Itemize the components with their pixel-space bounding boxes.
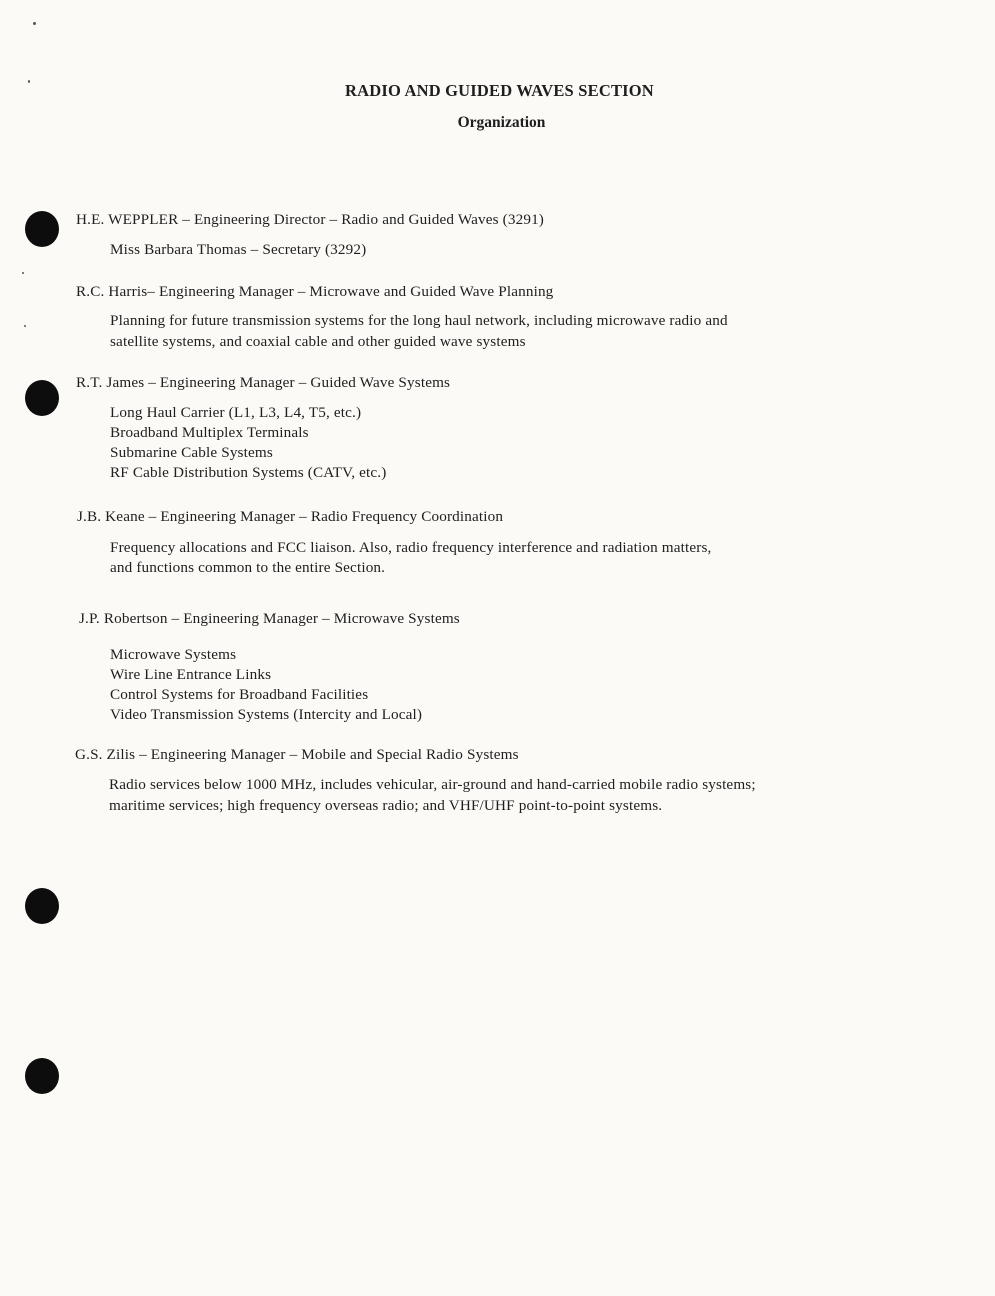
- binder-hole: [25, 211, 59, 247]
- paper-speck: [22, 272, 24, 274]
- paper-speck: [33, 22, 36, 25]
- list-item: Submarine Cable Systems: [110, 444, 273, 461]
- description-line: satellite systems, and coaxial cable and other guided wave systems: [110, 333, 526, 350]
- manager-heading: R.C. Harris– Engineering Manager – Microwave and Guided Wave Planning: [76, 283, 554, 300]
- binder-hole: [25, 1058, 59, 1094]
- manager-heading: G.S. Zilis – Engineering Manager – Mobile and Special Radio Systems: [75, 746, 519, 763]
- manager-heading: J.B. Keane – Engineering Manager – Radio Frequency Coordination: [77, 508, 504, 525]
- secretary-line: Miss Barbara Thomas – Secretary (3292): [110, 241, 367, 258]
- list-item: Wire Line Entrance Links: [110, 666, 272, 683]
- manager-heading: J.P. Robertson – Engineering Manager – Microwave Systems: [79, 610, 460, 627]
- description-line: Radio services below 1000 MHz, includes vehicular, air-ground and hand-carried mobile radio systems;: [109, 776, 756, 793]
- page-subtitle: Organization: [457, 114, 546, 131]
- list-item: Video Transmission Systems (Intercity and Local): [110, 706, 423, 723]
- director-heading: H.E. WEPPLER – Engineering Director – Radio and Guided Waves (3291): [76, 211, 545, 228]
- description-line: maritime services; high frequency overseas radio; and VHF/UHF point-to-point systems.: [109, 797, 663, 814]
- list-item: RF Cable Distribution Systems (CATV, etc.): [110, 464, 387, 481]
- manager-heading: R.T. James – Engineering Manager – Guided Wave Systems: [76, 374, 451, 391]
- list-item: Control Systems for Broadband Facilities: [110, 686, 369, 703]
- list-item: Broadband Multiplex Terminals: [110, 424, 309, 441]
- binder-hole: [25, 380, 59, 416]
- list-item: Long Haul Carrier (L1, L3, L4, T5, etc.): [110, 404, 362, 421]
- paper-speck: [24, 325, 26, 327]
- binder-hole: [25, 888, 59, 924]
- page-title: RADIO AND GUIDED WAVES SECTION: [345, 81, 654, 100]
- description-line: and functions common to the entire Section.: [110, 559, 386, 576]
- description-line: Frequency allocations and FCC liaison. Also, radio frequency interference and radiation matters,: [110, 539, 712, 556]
- description-line: Planning for future transmission systems for the long haul network, including microwave radio and: [110, 312, 728, 329]
- list-item: Microwave Systems: [110, 646, 237, 663]
